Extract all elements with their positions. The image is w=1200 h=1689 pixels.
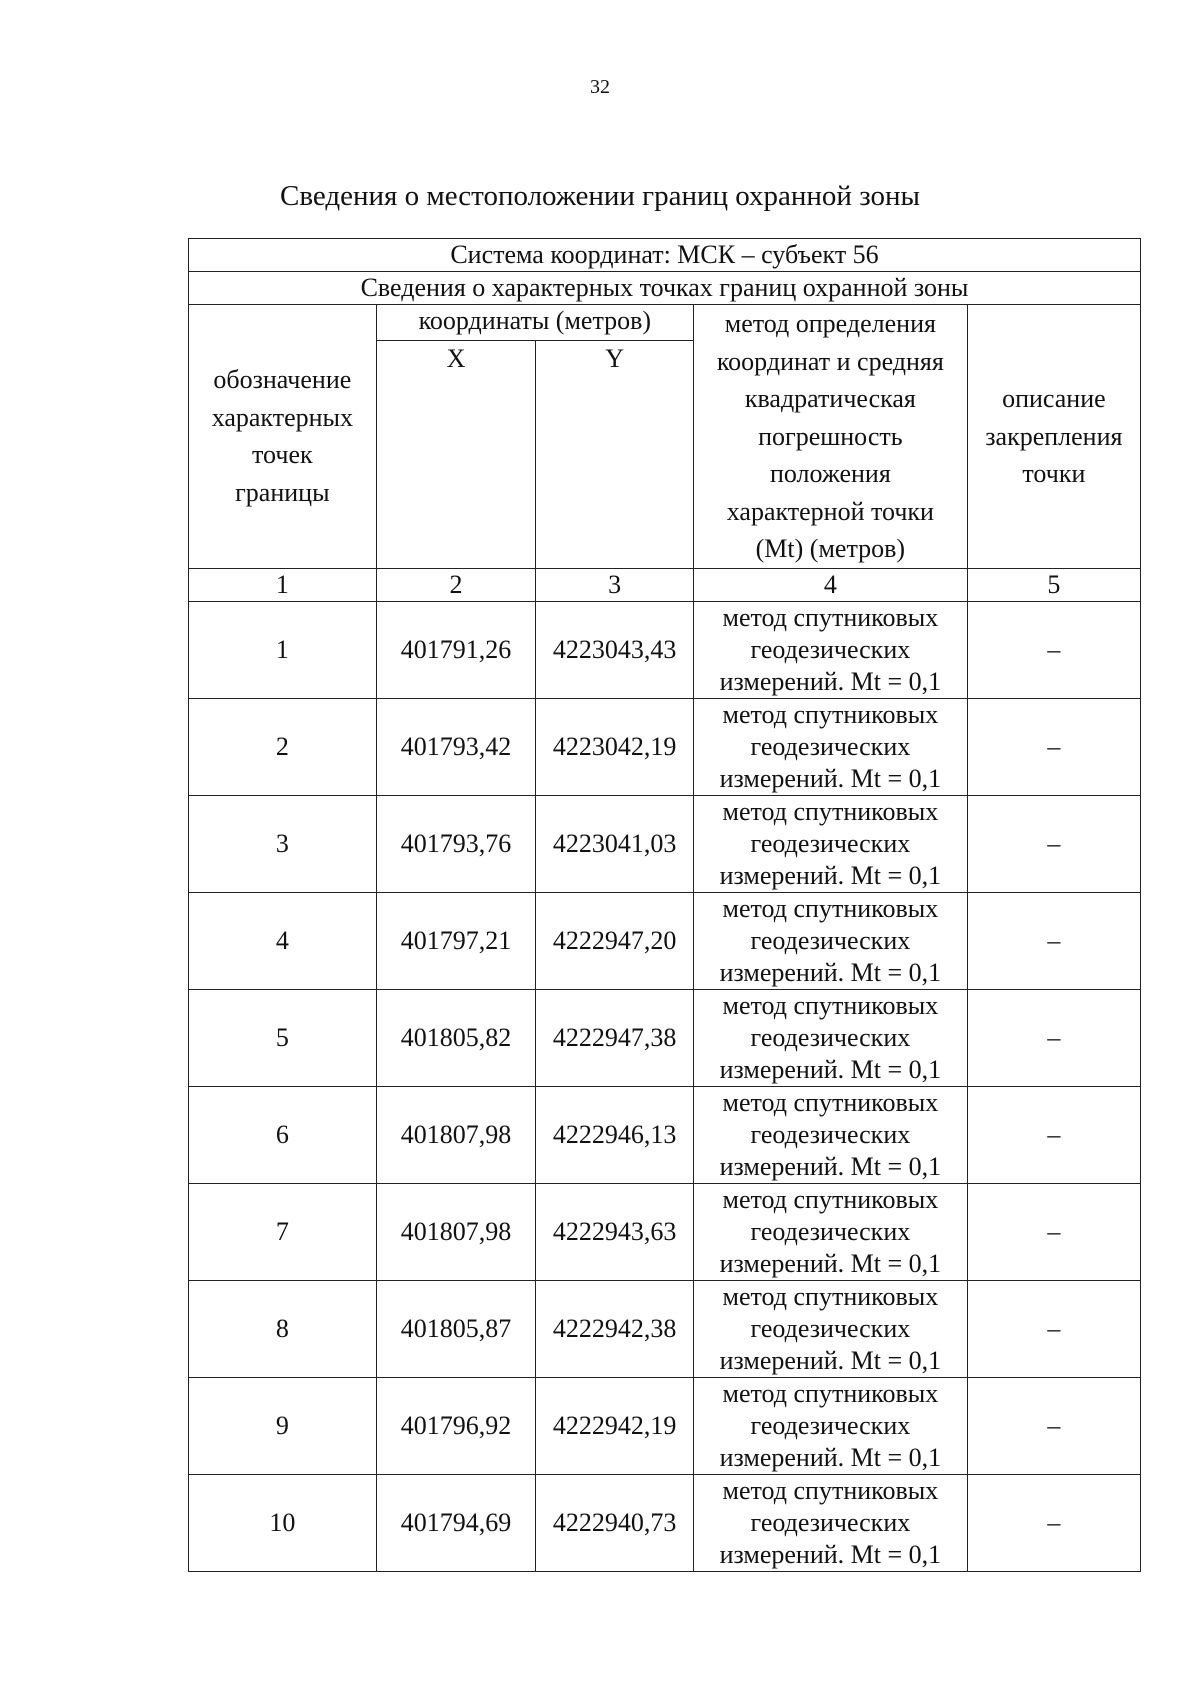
- method-line: измерений. Mt = 0,1: [719, 957, 942, 987]
- point-number: 3: [189, 795, 377, 892]
- coord-x: 401794,69: [376, 1474, 536, 1571]
- method-line: измерений. Mt = 0,1: [719, 763, 942, 793]
- description-cell: –: [967, 1280, 1140, 1377]
- method-line: геодезических: [750, 828, 911, 858]
- description-cell: –: [967, 795, 1140, 892]
- method-cell: [693, 1280, 967, 1377]
- table-row: [189, 1474, 1141, 1571]
- point-number: 2: [189, 698, 377, 795]
- header-row: [189, 305, 1141, 341]
- method-line: метод спутниковых: [722, 699, 939, 729]
- method-line: измерений. Mt = 0,1: [719, 1054, 942, 1084]
- description-cell: –: [967, 601, 1140, 698]
- header-x: X: [376, 340, 536, 568]
- coord-system-row: [189, 239, 1141, 272]
- method-line: метод спутниковых: [722, 1281, 939, 1311]
- method-line: геодезических: [750, 1022, 911, 1052]
- document-title: Сведения о местоположении границ охранной зоны: [279, 180, 920, 212]
- subtitle-row: [189, 272, 1141, 305]
- method-line: метод спутниковых: [722, 990, 939, 1020]
- point-number: 10: [189, 1474, 377, 1571]
- coord-system-label: Система координат: МСК – субъект 56: [189, 239, 1141, 272]
- method-line: геодезических: [750, 1410, 911, 1440]
- column-numbers-row: [189, 568, 1141, 601]
- header-point-designation: обозначение характерных точек границы: [189, 305, 377, 569]
- header-description: описание закрепления точки: [967, 305, 1140, 569]
- method-line: измерений. Mt = 0,1: [719, 1345, 942, 1375]
- method-cell: [693, 1474, 967, 1571]
- method-line: геодезических: [750, 925, 911, 955]
- header-coordinates: координаты (метров): [376, 305, 693, 341]
- coord-x: 401805,82: [376, 989, 536, 1086]
- description-cell: –: [967, 989, 1140, 1086]
- point-number: 1: [189, 601, 377, 698]
- point-number: 5: [189, 989, 377, 1086]
- coord-y: 4223042,19: [536, 698, 694, 795]
- coord-y: 4222942,38: [536, 1280, 694, 1377]
- method-line: геодезических: [750, 1313, 911, 1343]
- point-number: 8: [189, 1280, 377, 1377]
- method-cell: [693, 795, 967, 892]
- method-line: измерений. Mt = 0,1: [719, 1442, 942, 1472]
- method-line: геодезических: [750, 1119, 911, 1149]
- method-line: метод спутниковых: [722, 1378, 939, 1408]
- table-row: [189, 1280, 1141, 1377]
- header-y: Y: [536, 340, 694, 568]
- method-line: измерений. Mt = 0,1: [719, 1151, 942, 1181]
- coord-y: 4222947,38: [536, 989, 694, 1086]
- method-line: метод спутниковых: [722, 602, 939, 632]
- description-cell: –: [967, 1474, 1140, 1571]
- method-line: метод спутниковых: [722, 1184, 939, 1214]
- coord-x: 401807,98: [376, 1086, 536, 1183]
- column-number: 4: [693, 568, 967, 601]
- coord-x: 401796,92: [376, 1377, 536, 1474]
- description-cell: –: [967, 1183, 1140, 1280]
- method-cell: [693, 698, 967, 795]
- description-cell: –: [967, 892, 1140, 989]
- point-number: 4: [189, 892, 377, 989]
- table-row: [189, 1183, 1141, 1280]
- description-cell: –: [967, 698, 1140, 795]
- column-number: 5: [967, 568, 1140, 601]
- method-line: измерений. Mt = 0,1: [719, 666, 942, 696]
- method-cell: [693, 1086, 967, 1183]
- coord-y: 4222942,19: [536, 1377, 694, 1474]
- point-number: 7: [189, 1183, 377, 1280]
- table-row: [189, 698, 1141, 795]
- coord-y: 4222940,73: [536, 1474, 694, 1571]
- description-cell: –: [967, 1377, 1140, 1474]
- column-number: 1: [189, 568, 377, 601]
- method-line: геодезических: [750, 1216, 911, 1246]
- method-line: метод спутниковых: [722, 796, 939, 826]
- method-line: измерений. Mt = 0,1: [719, 1539, 942, 1569]
- header-method: метод определения координат и средняя квадратическая погрешность положения характерной точки (Mt) (метров): [693, 305, 967, 569]
- coord-x: 401791,26: [376, 601, 536, 698]
- table-subtitle: Сведения о характерных точках границ охранной зоны: [189, 272, 1141, 305]
- method-line: метод спутниковых: [722, 1087, 939, 1117]
- coord-x: 401797,21: [376, 892, 536, 989]
- coord-y: 4223041,03: [536, 795, 694, 892]
- table-row: [189, 1086, 1141, 1183]
- method-cell: [693, 1183, 967, 1280]
- coordinates-table: [188, 238, 1141, 1572]
- coord-x: 401793,76: [376, 795, 536, 892]
- point-number: 6: [189, 1086, 377, 1183]
- method-line: метод спутниковых: [722, 893, 939, 923]
- method-line: геодезических: [750, 1507, 911, 1537]
- method-line: геодезических: [750, 634, 911, 664]
- point-number: 9: [189, 1377, 377, 1474]
- method-cell: [693, 601, 967, 698]
- description-cell: –: [967, 1086, 1140, 1183]
- coord-y: 4222947,20: [536, 892, 694, 989]
- coord-x: 401807,98: [376, 1183, 536, 1280]
- method-line: измерений. Mt = 0,1: [719, 1248, 942, 1278]
- page-number: 32: [590, 76, 610, 98]
- table-row: [189, 601, 1141, 698]
- method-cell: [693, 1377, 967, 1474]
- table-row: [189, 795, 1141, 892]
- coord-x: 401805,87: [376, 1280, 536, 1377]
- method-cell: [693, 989, 967, 1086]
- table-row: [189, 989, 1141, 1086]
- coord-x: 401793,42: [376, 698, 536, 795]
- column-number: 3: [536, 568, 694, 601]
- method-cell: [693, 892, 967, 989]
- table-row: [189, 892, 1141, 989]
- method-line: измерений. Mt = 0,1: [719, 860, 942, 890]
- coord-y: 4223043,43: [536, 601, 694, 698]
- table-row: [189, 1377, 1141, 1474]
- method-line: метод спутниковых: [722, 1475, 939, 1505]
- method-line: геодезических: [750, 731, 911, 761]
- coord-y: 4222943,63: [536, 1183, 694, 1280]
- column-number: 2: [376, 568, 536, 601]
- coord-y: 4222946,13: [536, 1086, 694, 1183]
